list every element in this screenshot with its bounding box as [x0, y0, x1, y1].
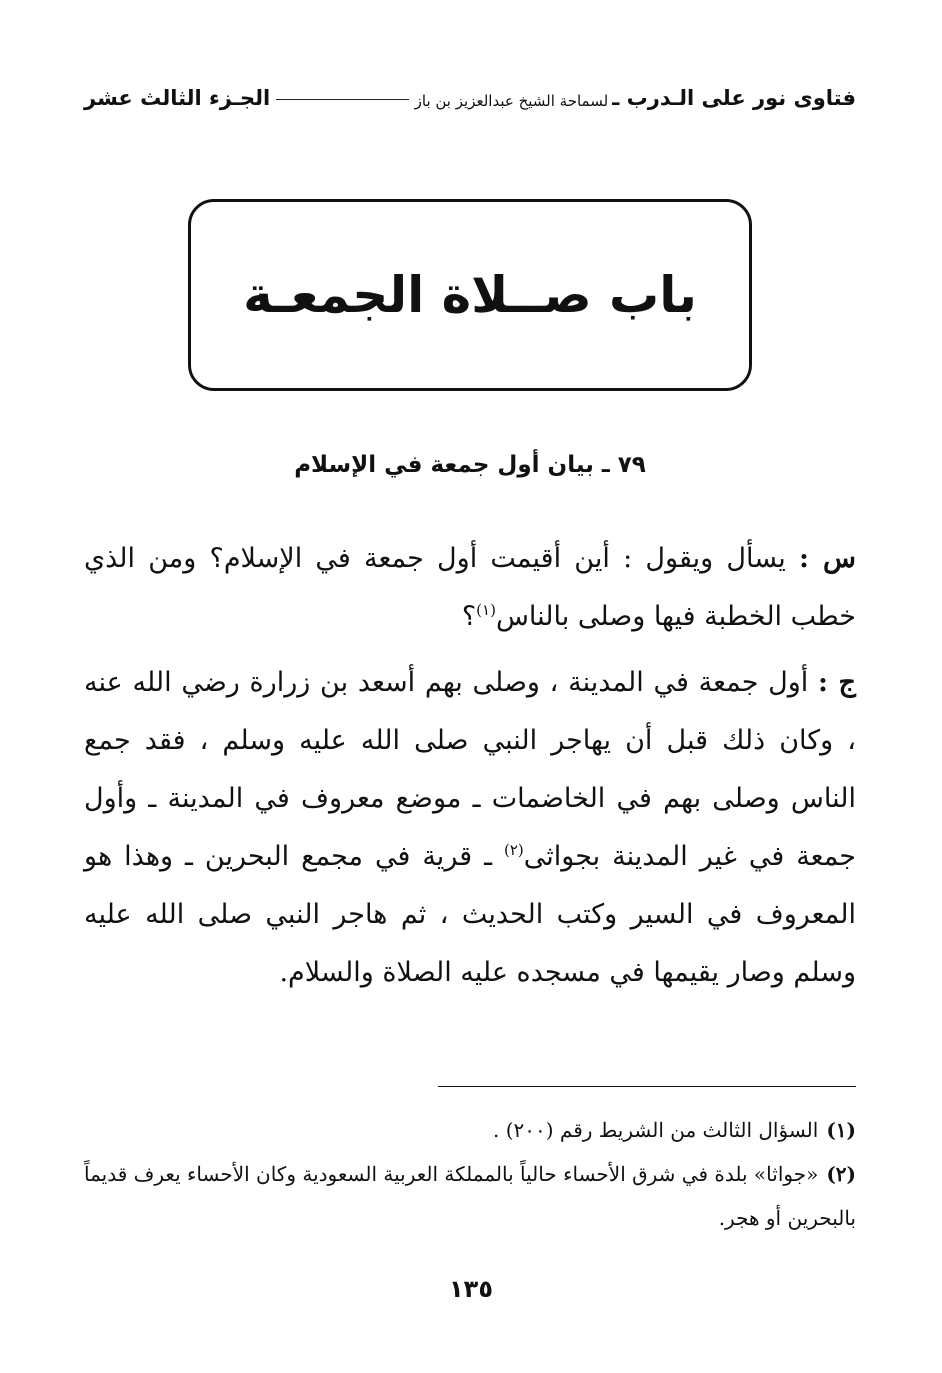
header-rule	[276, 99, 408, 100]
author-name: لسماحة الشيخ عبدالعزيز بن باز	[414, 92, 609, 110]
question-mark: ؟	[461, 601, 477, 632]
footnotes	[84, 1108, 856, 1240]
footnote-text: السؤال الثالث من الشريط رقم (٢٠٠) .	[492, 1118, 819, 1142]
section-heading: ٧٩ ـ بيان أول جمعة في الإسلام	[294, 452, 646, 478]
footnote-number: (٢)	[826, 1162, 856, 1186]
chapter-title: باب صــلاة الجمعـة	[243, 266, 697, 324]
page-number: ١٣٥	[449, 1275, 493, 1303]
answer-paragraph	[84, 654, 856, 1002]
answer-lead: ج :	[818, 667, 856, 698]
book-title: فتاوى نور على الـدرب ـ	[612, 86, 856, 110]
footnote-divider	[438, 1086, 856, 1087]
footnote-2	[84, 1152, 856, 1240]
footnote-1	[84, 1108, 856, 1152]
question-text: يسأل ويقول : أين أقيمت أول جمعة في الإسلام؟ ومن الذي خطب الخطبة فيها وصلى بالناس	[84, 543, 856, 632]
answer-text-continued: ـ قرية في مجمع البحرين ـ وهذا هو المعروف في السير وكتب الحديث ، ثم هاجر النبي صلى الله عليه وسلم وصار يقيمها في مسجده عليه الصلاة والسلام.	[84, 841, 856, 988]
footnote-text: «جواثا» بلدة في شرق الأحساء حالياً بالمملكة العربية السعودية وكان الأحساء يعرف قديماً بالبحرين أو هجر.	[84, 1162, 856, 1230]
question-paragraph	[84, 530, 856, 646]
body-text	[84, 530, 856, 1010]
footnote-ref-1: (١)	[476, 601, 496, 619]
footnote-ref-2: (٢)	[503, 841, 524, 859]
footnote-number: (١)	[826, 1118, 856, 1142]
volume-label: الجـزء الثالث عشر	[84, 86, 271, 110]
chapter-title-box	[188, 199, 752, 391]
running-header	[84, 66, 856, 110]
answer-text: أول جمعة في المدينة ، وصلى بهم أسعد بن زرارة رضي الله عنه ، وكان ذلك قبل أن يهاجر النبي صلى الله عليه وسلم ، فقد جمع الناس وصلى بهم في الخاضمات ـ موضع معروف في المدينة ـ وأول جمعة في غير المدينة بجواثى	[84, 667, 856, 872]
question-lead: س :	[799, 543, 857, 574]
